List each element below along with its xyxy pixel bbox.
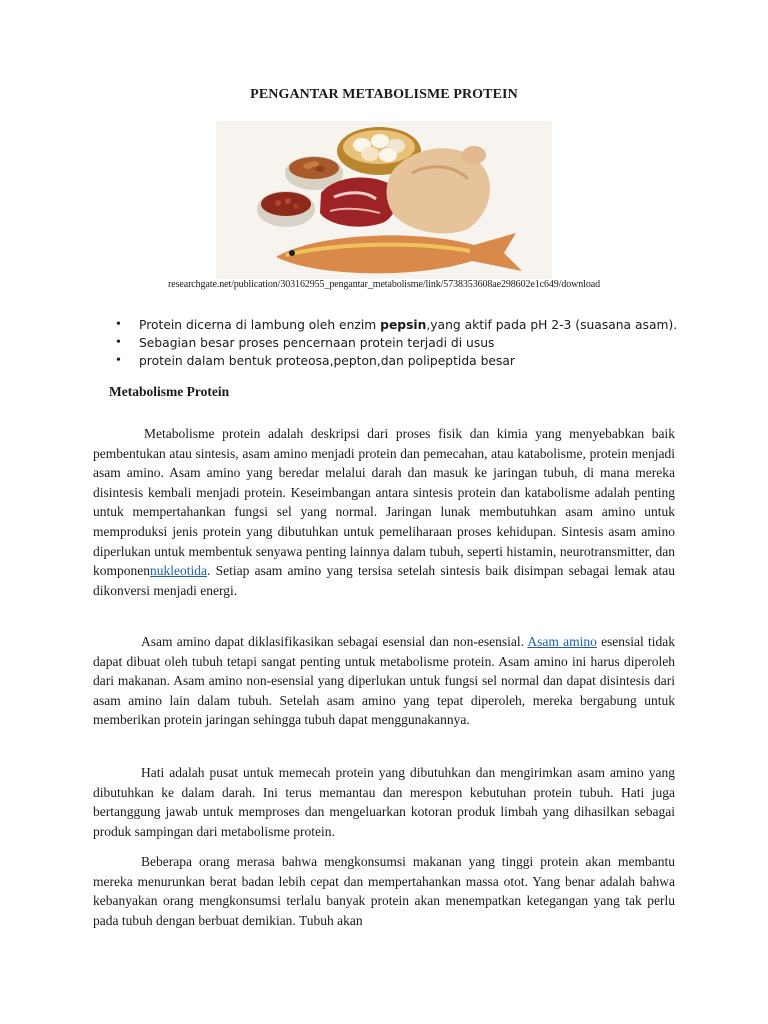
link-asam-amino[interactable]: Asam amino (527, 634, 597, 649)
paragraph-text: esensial tidak dapat dibuat oleh tubuh tetapi sangat penting untuk metabolisme protein. Asam amino ini harus diperoleh dari makanan. Asam amino non-esensial yang diperlukan untuk fungsi sel normal dan dapat disintesis dari asam amino lain dalam tubuh. Setelah asam amino yang tepat diperoleh, mereka bergabung untuk memberikan protein jaringan sehingga tubuh dapat menggunakannya. (93, 634, 675, 728)
section-heading: Metabolisme Protein (109, 384, 230, 399)
paragraph-metabolism-definition (93, 424, 675, 600)
image-source-caption: researchgate.net/publication/303162955_pengantar_metabolisme/link/5738353608ae298602e1c649/download (168, 279, 600, 290)
link-nukleotida[interactable]: nukleotida (150, 563, 207, 579)
paragraph-text: . Setiap asam amino yang tersisa setelah sintesis baik disimpan sebagai lemak atau dikonversi menjadi energi. (93, 563, 675, 598)
bullet-text-before: Protein dicerna di lambung oleh enzim (139, 318, 381, 332)
bullet-dot: • (116, 317, 121, 332)
bullet-text-bold: pepsin (380, 318, 427, 332)
bullet-item (116, 316, 677, 334)
protein-foods-image (216, 121, 552, 279)
paragraph-liver-role (93, 763, 675, 841)
bullet-dot: • (116, 353, 121, 368)
bullet-list (116, 316, 677, 370)
bullet-text-before: protein dalam bentuk proteosa,pepton,dan polipeptida besar (139, 354, 515, 368)
paragraph-text: Beberapa orang merasa bahwa mengkonsumsi makanan yang tinggi protein akan membantu mereka menurunkan berat badan lebih cepat dan mempertahankan massa otot. Yang benar adalah bahwa kebanyakan orang mengkonsumsi terlalu banyak protein akan menempatkan ketegangan yang tak perlu pada tubuh dengan berbuat demikian. Tubuh akan (93, 854, 675, 928)
paragraph-text: Hati adalah pusat untuk memecah protein yang dibutuhkan dan mengirimkan asam amino yang dibutuhkan ke dalam darah. Ini terus memantau dan merespon kebutuhan protein tubuh. Hati juga bertanggung jawab untuk memproses dan mengeluarkan kotoran produk limbah yang dihasilkan sebagai produk sampingan dari metabolisme protein. (93, 765, 675, 839)
bullet-dot: • (116, 335, 121, 350)
bullet-item (116, 352, 677, 370)
bullet-text-before: Sebagian besar proses pencernaan protein terjadi di usus (139, 336, 495, 350)
paragraph-text: Asam amino dapat diklasifikasikan sebagai esensial dan non-esensial. (141, 634, 528, 649)
bullet-text-after: ,yang aktif pada pH 2-3 (suasana asam). (426, 318, 678, 332)
bullet-item (116, 334, 677, 352)
document-title: PENGANTAR METABOLISME PROTEIN (250, 87, 518, 102)
paragraph-amino-acid-classification (93, 632, 675, 730)
paragraph-text: Metabolisme protein adalah deskripsi dari proses fisik dan kimia yang menyebabkan baik pembentukan atau sintesis, asam amino menjadi protein dan pemecahan, atau katabolisme, protein menjadi asam amino. Asam amino yang beredar melalui darah dan masuk ke jaringan tubuh, di mana mereka disintesis kembali menjadi protein. Keseimbangan antara sintesis protein dan katabolisme adalah penting untuk mempertahankan fungsi sel yang normal. Jaringan lunak membutuhkan asam amino untuk memproduksi jenis protein yang dibutuhkan untuk pemeliharaan proses kehidupan. Sintesis asam amino diperlukan untuk membentuk senyawa penting lainnya dalam tubuh, seperti histamin, neurotransmitter, dan komponen (93, 426, 675, 579)
paragraph-high-protein-diet (93, 852, 675, 930)
